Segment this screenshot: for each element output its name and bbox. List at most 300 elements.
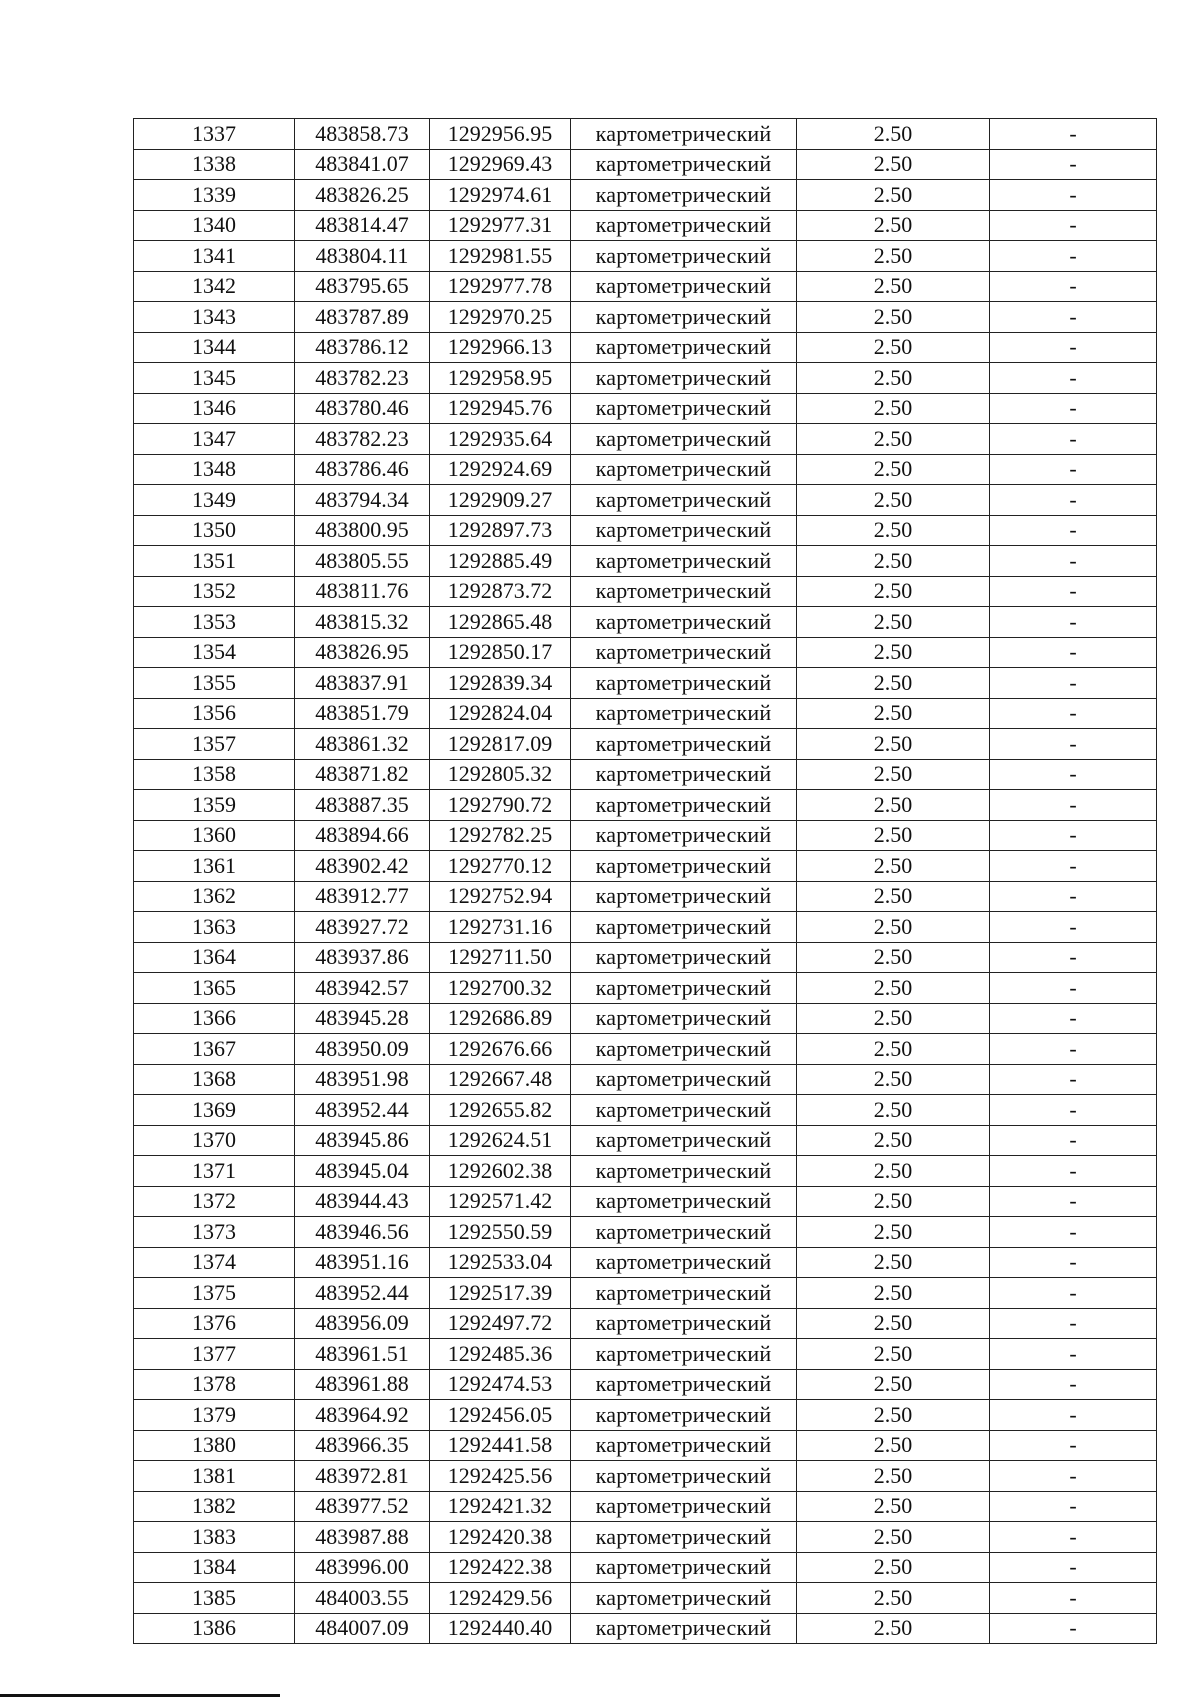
description-cell: - [990,881,1157,912]
x-coordinate-cell: 483826.95 [295,637,430,668]
accuracy-cell: 2.50 [797,1217,990,1248]
description-cell: - [990,515,1157,546]
accuracy-cell: 2.50 [797,1613,990,1644]
method-cell: картометрический [571,607,797,638]
table-row [134,1095,1157,1126]
point-number-cell: 1364 [134,942,295,973]
method-cell: картометрический [571,1552,797,1583]
accuracy-cell: 2.50 [797,363,990,394]
x-coordinate-cell: 483912.77 [295,881,430,912]
description-cell: - [990,1461,1157,1492]
description-cell: - [990,698,1157,729]
description-cell: - [990,1156,1157,1187]
method-cell: картометрический [571,1034,797,1065]
table-row [134,546,1157,577]
y-coordinate-cell: 1292958.95 [430,363,571,394]
description-cell: - [990,332,1157,363]
point-number-cell: 1360 [134,820,295,851]
y-coordinate-cell: 1292805.32 [430,759,571,790]
table-row [134,1125,1157,1156]
method-cell: картометрический [571,180,797,211]
table-row [134,881,1157,912]
method-cell: картометрический [571,973,797,1004]
accuracy-cell: 2.50 [797,881,990,912]
method-cell: картометрический [571,1125,797,1156]
point-number-cell: 1343 [134,302,295,333]
method-cell: картометрический [571,881,797,912]
description-cell: - [990,1491,1157,1522]
table-row [134,851,1157,882]
x-coordinate-cell: 483837.91 [295,668,430,699]
x-coordinate-cell: 483961.51 [295,1339,430,1370]
accuracy-cell: 2.50 [797,1095,990,1126]
description-cell: - [990,1278,1157,1309]
x-coordinate-cell: 483887.35 [295,790,430,821]
description-cell: - [990,363,1157,394]
accuracy-cell: 2.50 [797,637,990,668]
y-coordinate-cell: 1292897.73 [430,515,571,546]
point-number-cell: 1368 [134,1064,295,1095]
description-cell: - [990,820,1157,851]
point-number-cell: 1371 [134,1156,295,1187]
y-coordinate-cell: 1292977.31 [430,210,571,241]
accuracy-cell: 2.50 [797,454,990,485]
x-coordinate-cell: 483786.12 [295,332,430,363]
point-number-cell: 1366 [134,1003,295,1034]
x-coordinate-cell: 483786.46 [295,454,430,485]
x-coordinate-cell: 483826.25 [295,180,430,211]
method-cell: картометрический [571,1064,797,1095]
table-row [134,1552,1157,1583]
method-cell: картометрический [571,942,797,973]
description-cell: - [990,729,1157,760]
coordinates-table-body [134,119,1157,1644]
x-coordinate-cell: 483894.66 [295,820,430,851]
accuracy-cell: 2.50 [797,1491,990,1522]
y-coordinate-cell: 1292550.59 [430,1217,571,1248]
description-cell: - [990,485,1157,516]
table-row [134,790,1157,821]
table-row [134,210,1157,241]
point-number-cell: 1383 [134,1522,295,1553]
table-row [134,1583,1157,1614]
description-cell: - [990,1522,1157,1553]
y-coordinate-cell: 1292865.48 [430,607,571,638]
x-coordinate-cell: 483841.07 [295,149,430,180]
point-number-cell: 1338 [134,149,295,180]
y-coordinate-cell: 1292974.61 [430,180,571,211]
method-cell: картометрический [571,820,797,851]
point-number-cell: 1344 [134,332,295,363]
table-row [134,912,1157,943]
method-cell: картометрический [571,424,797,455]
y-coordinate-cell: 1292711.50 [430,942,571,973]
x-coordinate-cell: 483961.88 [295,1369,430,1400]
point-number-cell: 1369 [134,1095,295,1126]
method-cell: картометрический [571,332,797,363]
table-row [134,759,1157,790]
point-number-cell: 1386 [134,1613,295,1644]
method-cell: картометрический [571,1400,797,1431]
point-number-cell: 1365 [134,973,295,1004]
accuracy-cell: 2.50 [797,1034,990,1065]
x-coordinate-cell: 483996.00 [295,1552,430,1583]
table-row [134,1034,1157,1065]
point-number-cell: 1372 [134,1186,295,1217]
point-number-cell: 1367 [134,1034,295,1065]
table-row [134,1308,1157,1339]
accuracy-cell: 2.50 [797,332,990,363]
description-cell: - [990,424,1157,455]
y-coordinate-cell: 1292731.16 [430,912,571,943]
x-coordinate-cell: 483966.35 [295,1430,430,1461]
x-coordinate-cell: 483927.72 [295,912,430,943]
method-cell: картометрический [571,363,797,394]
description-cell: - [990,546,1157,577]
accuracy-cell: 2.50 [797,820,990,851]
table-row [134,454,1157,485]
description-cell: - [990,942,1157,973]
table-row [134,180,1157,211]
table-row [134,1278,1157,1309]
y-coordinate-cell: 1292429.56 [430,1583,571,1614]
point-number-cell: 1353 [134,607,295,638]
method-cell: картометрический [571,1186,797,1217]
y-coordinate-cell: 1292441.58 [430,1430,571,1461]
y-coordinate-cell: 1292624.51 [430,1125,571,1156]
x-coordinate-cell: 483811.76 [295,576,430,607]
y-coordinate-cell: 1292456.05 [430,1400,571,1431]
y-coordinate-cell: 1292969.43 [430,149,571,180]
x-coordinate-cell: 483787.89 [295,302,430,333]
point-number-cell: 1342 [134,271,295,302]
x-coordinate-cell: 483972.81 [295,1461,430,1492]
y-coordinate-cell: 1292924.69 [430,454,571,485]
description-cell: - [990,1186,1157,1217]
x-coordinate-cell: 483937.86 [295,942,430,973]
point-number-cell: 1382 [134,1491,295,1522]
accuracy-cell: 2.50 [797,1278,990,1309]
y-coordinate-cell: 1292966.13 [430,332,571,363]
accuracy-cell: 2.50 [797,1186,990,1217]
description-cell: - [990,790,1157,821]
y-coordinate-cell: 1292770.12 [430,851,571,882]
method-cell: картометрический [571,149,797,180]
table-row [134,1461,1157,1492]
table-row [134,729,1157,760]
x-coordinate-cell: 483795.65 [295,271,430,302]
x-coordinate-cell: 483945.28 [295,1003,430,1034]
accuracy-cell: 2.50 [797,515,990,546]
x-coordinate-cell: 483964.92 [295,1400,430,1431]
x-coordinate-cell: 483858.73 [295,119,430,150]
method-cell: картометрический [571,1522,797,1553]
description-cell: - [990,1552,1157,1583]
x-coordinate-cell: 483952.44 [295,1095,430,1126]
y-coordinate-cell: 1292440.40 [430,1613,571,1644]
description-cell: - [990,1400,1157,1431]
description-cell: - [990,1339,1157,1370]
method-cell: картометрический [571,271,797,302]
table-row [134,1400,1157,1431]
accuracy-cell: 2.50 [797,1125,990,1156]
point-number-cell: 1347 [134,424,295,455]
method-cell: картометрический [571,637,797,668]
accuracy-cell: 2.50 [797,1003,990,1034]
table-row [134,515,1157,546]
x-coordinate-cell: 483987.88 [295,1522,430,1553]
x-coordinate-cell: 483851.79 [295,698,430,729]
y-coordinate-cell: 1292935.64 [430,424,571,455]
x-coordinate-cell: 483805.55 [295,546,430,577]
point-number-cell: 1345 [134,363,295,394]
point-number-cell: 1385 [134,1583,295,1614]
y-coordinate-cell: 1292700.32 [430,973,571,1004]
table-row [134,149,1157,180]
method-cell: картометрический [571,790,797,821]
method-cell: картометрический [571,1583,797,1614]
description-cell: - [990,1003,1157,1034]
method-cell: картометрический [571,1339,797,1370]
point-number-cell: 1375 [134,1278,295,1309]
description-cell: - [990,119,1157,150]
table-row [134,363,1157,394]
accuracy-cell: 2.50 [797,1308,990,1339]
accuracy-cell: 2.50 [797,1156,990,1187]
description-cell: - [990,759,1157,790]
accuracy-cell: 2.50 [797,1247,990,1278]
description-cell: - [990,576,1157,607]
y-coordinate-cell: 1292571.42 [430,1186,571,1217]
y-coordinate-cell: 1292885.49 [430,546,571,577]
y-coordinate-cell: 1292782.25 [430,820,571,851]
table-row [134,1064,1157,1095]
table-row [134,637,1157,668]
table-row [134,302,1157,333]
point-number-cell: 1370 [134,1125,295,1156]
y-coordinate-cell: 1292602.38 [430,1156,571,1187]
accuracy-cell: 2.50 [797,1552,990,1583]
y-coordinate-cell: 1292817.09 [430,729,571,760]
y-coordinate-cell: 1292850.17 [430,637,571,668]
point-number-cell: 1376 [134,1308,295,1339]
table-row [134,485,1157,516]
point-number-cell: 1355 [134,668,295,699]
x-coordinate-cell: 483871.82 [295,759,430,790]
method-cell: картометрический [571,576,797,607]
accuracy-cell: 2.50 [797,546,990,577]
table-row [134,820,1157,851]
point-number-cell: 1358 [134,759,295,790]
y-coordinate-cell: 1292945.76 [430,393,571,424]
point-number-cell: 1373 [134,1217,295,1248]
table-row [134,1613,1157,1644]
x-coordinate-cell: 483977.52 [295,1491,430,1522]
x-coordinate-cell: 483942.57 [295,973,430,1004]
accuracy-cell: 2.50 [797,149,990,180]
description-cell: - [990,851,1157,882]
accuracy-cell: 2.50 [797,668,990,699]
method-cell: картометрический [571,759,797,790]
x-coordinate-cell: 483945.04 [295,1156,430,1187]
point-number-cell: 1357 [134,729,295,760]
accuracy-cell: 2.50 [797,851,990,882]
description-cell: - [990,180,1157,211]
y-coordinate-cell: 1292676.66 [430,1034,571,1065]
method-cell: картометрический [571,698,797,729]
accuracy-cell: 2.50 [797,1339,990,1370]
y-coordinate-cell: 1292497.72 [430,1308,571,1339]
accuracy-cell: 2.50 [797,1583,990,1614]
x-coordinate-cell: 483950.09 [295,1034,430,1065]
point-number-cell: 1351 [134,546,295,577]
table-row [134,1003,1157,1034]
accuracy-cell: 2.50 [797,180,990,211]
y-coordinate-cell: 1292533.04 [430,1247,571,1278]
method-cell: картометрический [571,729,797,760]
y-coordinate-cell: 1292474.53 [430,1369,571,1400]
table-row [134,1247,1157,1278]
description-cell: - [990,302,1157,333]
point-number-cell: 1341 [134,241,295,272]
description-cell: - [990,973,1157,1004]
table-row [134,576,1157,607]
table-row [134,393,1157,424]
table-row [134,1156,1157,1187]
method-cell: картометрический [571,668,797,699]
coordinates-table [133,118,1157,1644]
table-row [134,119,1157,150]
description-cell: - [990,1583,1157,1614]
accuracy-cell: 2.50 [797,912,990,943]
method-cell: картометрический [571,546,797,577]
y-coordinate-cell: 1292485.36 [430,1339,571,1370]
x-coordinate-cell: 483782.23 [295,363,430,394]
description-cell: - [990,607,1157,638]
y-coordinate-cell: 1292970.25 [430,302,571,333]
y-coordinate-cell: 1292839.34 [430,668,571,699]
y-coordinate-cell: 1292752.94 [430,881,571,912]
table-row [134,698,1157,729]
point-number-cell: 1349 [134,485,295,516]
description-cell: - [990,1308,1157,1339]
method-cell: картометрический [571,1613,797,1644]
x-coordinate-cell: 483951.16 [295,1247,430,1278]
point-number-cell: 1384 [134,1552,295,1583]
accuracy-cell: 2.50 [797,1400,990,1431]
x-coordinate-cell: 483946.56 [295,1217,430,1248]
point-number-cell: 1346 [134,393,295,424]
accuracy-cell: 2.50 [797,119,990,150]
point-number-cell: 1350 [134,515,295,546]
accuracy-cell: 2.50 [797,393,990,424]
x-coordinate-cell: 483945.86 [295,1125,430,1156]
description-cell: - [990,1430,1157,1461]
point-number-cell: 1352 [134,576,295,607]
description-cell: - [990,1095,1157,1126]
x-coordinate-cell: 483782.23 [295,424,430,455]
y-coordinate-cell: 1292686.89 [430,1003,571,1034]
y-coordinate-cell: 1292873.72 [430,576,571,607]
x-coordinate-cell: 483956.09 [295,1308,430,1339]
table-row [134,1369,1157,1400]
accuracy-cell: 2.50 [797,424,990,455]
table-row [134,973,1157,1004]
accuracy-cell: 2.50 [797,607,990,638]
method-cell: картометрический [571,210,797,241]
method-cell: картометрический [571,1308,797,1339]
description-cell: - [990,1247,1157,1278]
table-row [134,1430,1157,1461]
y-coordinate-cell: 1292420.38 [430,1522,571,1553]
table-row [134,942,1157,973]
method-cell: картометрический [571,1491,797,1522]
x-coordinate-cell: 483902.42 [295,851,430,882]
description-cell: - [990,1125,1157,1156]
table-row [134,1217,1157,1248]
table-row [134,1522,1157,1553]
x-coordinate-cell: 483780.46 [295,393,430,424]
point-number-cell: 1363 [134,912,295,943]
method-cell: картометрический [571,119,797,150]
method-cell: картометрический [571,1156,797,1187]
method-cell: картометрический [571,1095,797,1126]
x-coordinate-cell: 484007.09 [295,1613,430,1644]
table-row [134,332,1157,363]
point-number-cell: 1337 [134,119,295,150]
x-coordinate-cell: 483800.95 [295,515,430,546]
table-row [134,1186,1157,1217]
x-coordinate-cell: 483794.34 [295,485,430,516]
x-coordinate-cell: 483815.32 [295,607,430,638]
accuracy-cell: 2.50 [797,302,990,333]
description-cell: - [990,271,1157,302]
x-coordinate-cell: 483944.43 [295,1186,430,1217]
point-number-cell: 1381 [134,1461,295,1492]
accuracy-cell: 2.50 [797,1369,990,1400]
method-cell: картометрический [571,515,797,546]
description-cell: - [990,912,1157,943]
x-coordinate-cell: 483861.32 [295,729,430,760]
point-number-cell: 1378 [134,1369,295,1400]
description-cell: - [990,1217,1157,1248]
table-row [134,241,1157,272]
accuracy-cell: 2.50 [797,1522,990,1553]
y-coordinate-cell: 1292977.78 [430,271,571,302]
y-coordinate-cell: 1292422.38 [430,1552,571,1583]
y-coordinate-cell: 1292425.56 [430,1461,571,1492]
method-cell: картометрический [571,241,797,272]
y-coordinate-cell: 1292981.55 [430,241,571,272]
accuracy-cell: 2.50 [797,1064,990,1095]
method-cell: картометрический [571,912,797,943]
x-coordinate-cell: 483951.98 [295,1064,430,1095]
description-cell: - [990,637,1157,668]
x-coordinate-cell: 483804.11 [295,241,430,272]
point-number-cell: 1379 [134,1400,295,1431]
point-number-cell: 1380 [134,1430,295,1461]
table-row [134,271,1157,302]
y-coordinate-cell: 1292790.72 [430,790,571,821]
table-row [134,1339,1157,1370]
accuracy-cell: 2.50 [797,271,990,302]
table-row [134,607,1157,638]
method-cell: картометрический [571,1369,797,1400]
accuracy-cell: 2.50 [797,942,990,973]
table-row [134,424,1157,455]
description-cell: - [990,1064,1157,1095]
method-cell: картометрический [571,1217,797,1248]
